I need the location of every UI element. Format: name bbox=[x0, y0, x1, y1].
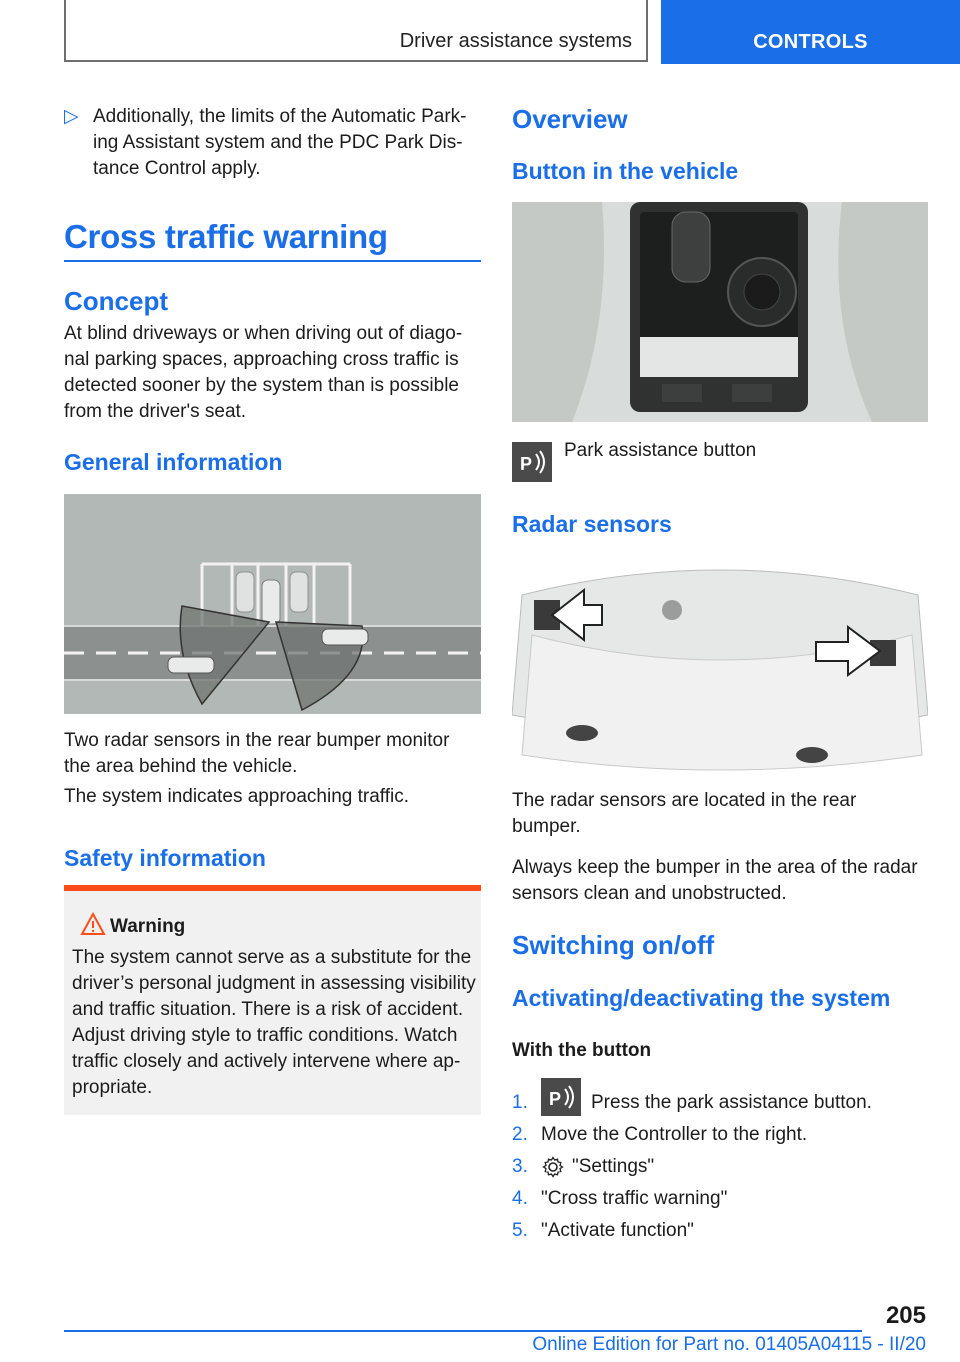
park-button-caption: Park assistance button bbox=[564, 440, 757, 461]
with-button-label: With the button bbox=[512, 1040, 652, 1061]
page-title: Cross traffic warning bbox=[64, 218, 388, 255]
bullet-icon: ▷ bbox=[64, 106, 79, 127]
rear-bumper-image bbox=[512, 555, 928, 775]
warning-label: Warning bbox=[110, 916, 186, 937]
step-text: "Settings" bbox=[572, 1156, 655, 1177]
step-number: 2. bbox=[512, 1124, 528, 1145]
general-heading: General information bbox=[64, 449, 283, 475]
concept-text: At blind driveways or when driving out of diago-nal parking spaces, approaching cross traffic is detected sooner by the system than is possible from the driver's seat. bbox=[64, 323, 463, 422]
center-console-image bbox=[512, 202, 928, 422]
step-text: Move the Controller to the right. bbox=[541, 1124, 808, 1145]
step-number: 4. bbox=[512, 1188, 528, 1209]
page-number: 205 bbox=[885, 1302, 926, 1329]
safety-heading: Safety information bbox=[64, 845, 266, 871]
warning-bar bbox=[64, 885, 481, 891]
step-number: 3. bbox=[512, 1156, 528, 1177]
park-assistance-icon bbox=[512, 442, 552, 482]
step-number: 5. bbox=[512, 1220, 528, 1241]
title-rule bbox=[64, 260, 481, 262]
tab-controls[interactable]: CONTROLS bbox=[661, 0, 960, 64]
warning-box bbox=[64, 885, 481, 1115]
overview-heading: Overview bbox=[512, 104, 628, 134]
step-text: "Activate function" bbox=[541, 1220, 694, 1241]
svg-text:P: P bbox=[549, 1089, 562, 1109]
step-number: 1. bbox=[512, 1092, 528, 1113]
gear-icon bbox=[542, 1156, 564, 1186]
general-text-2: The system indicates approaching traffic. bbox=[64, 786, 409, 807]
warning-text: The system cannot serve as a substitute for the driver’s personal judgment in assessing visibility and traffic situation. There is a risk of accident. Adjust driving style to traffic conditions. Watch traffic closely and actively intervene where ap-propriate. bbox=[72, 947, 476, 1098]
cross-traffic-illustration bbox=[64, 494, 481, 714]
radar-text-1: The radar sensors are located in the rear bumper. bbox=[512, 790, 857, 837]
concept-heading: Concept bbox=[64, 286, 168, 316]
activate-heading: Activating/deactivating the system bbox=[512, 985, 891, 1011]
radar-heading: Radar sensors bbox=[512, 511, 672, 537]
svg-text:P: P bbox=[520, 454, 533, 474]
bullet-text: Additionally, the limits of the Automatic Park-ing Assistant system and the PDC Park Dis-tance Control apply. bbox=[93, 106, 467, 179]
footer-edition: Online Edition for Part no. 01405A04115 - II/20 bbox=[532, 1334, 926, 1355]
radar-text-2: Always keep the bumper in the area of the radar sensors clean and unobstructed. bbox=[512, 857, 918, 904]
general-text-1: Two radar sensors in the rear bumper monitor the area behind the vehicle. bbox=[64, 730, 450, 777]
step-text: "Cross traffic warning" bbox=[541, 1188, 728, 1209]
step-text: Press the park assistance button. bbox=[591, 1092, 872, 1113]
header-box bbox=[64, 0, 648, 62]
section-title: Driver assistance systems bbox=[399, 30, 632, 52]
button-heading: Button in the vehicle bbox=[512, 158, 739, 184]
park-assistance-icon bbox=[541, 1078, 581, 1124]
warning-triangle-icon bbox=[80, 912, 106, 936]
switch-heading: Switching on/off bbox=[512, 930, 715, 960]
